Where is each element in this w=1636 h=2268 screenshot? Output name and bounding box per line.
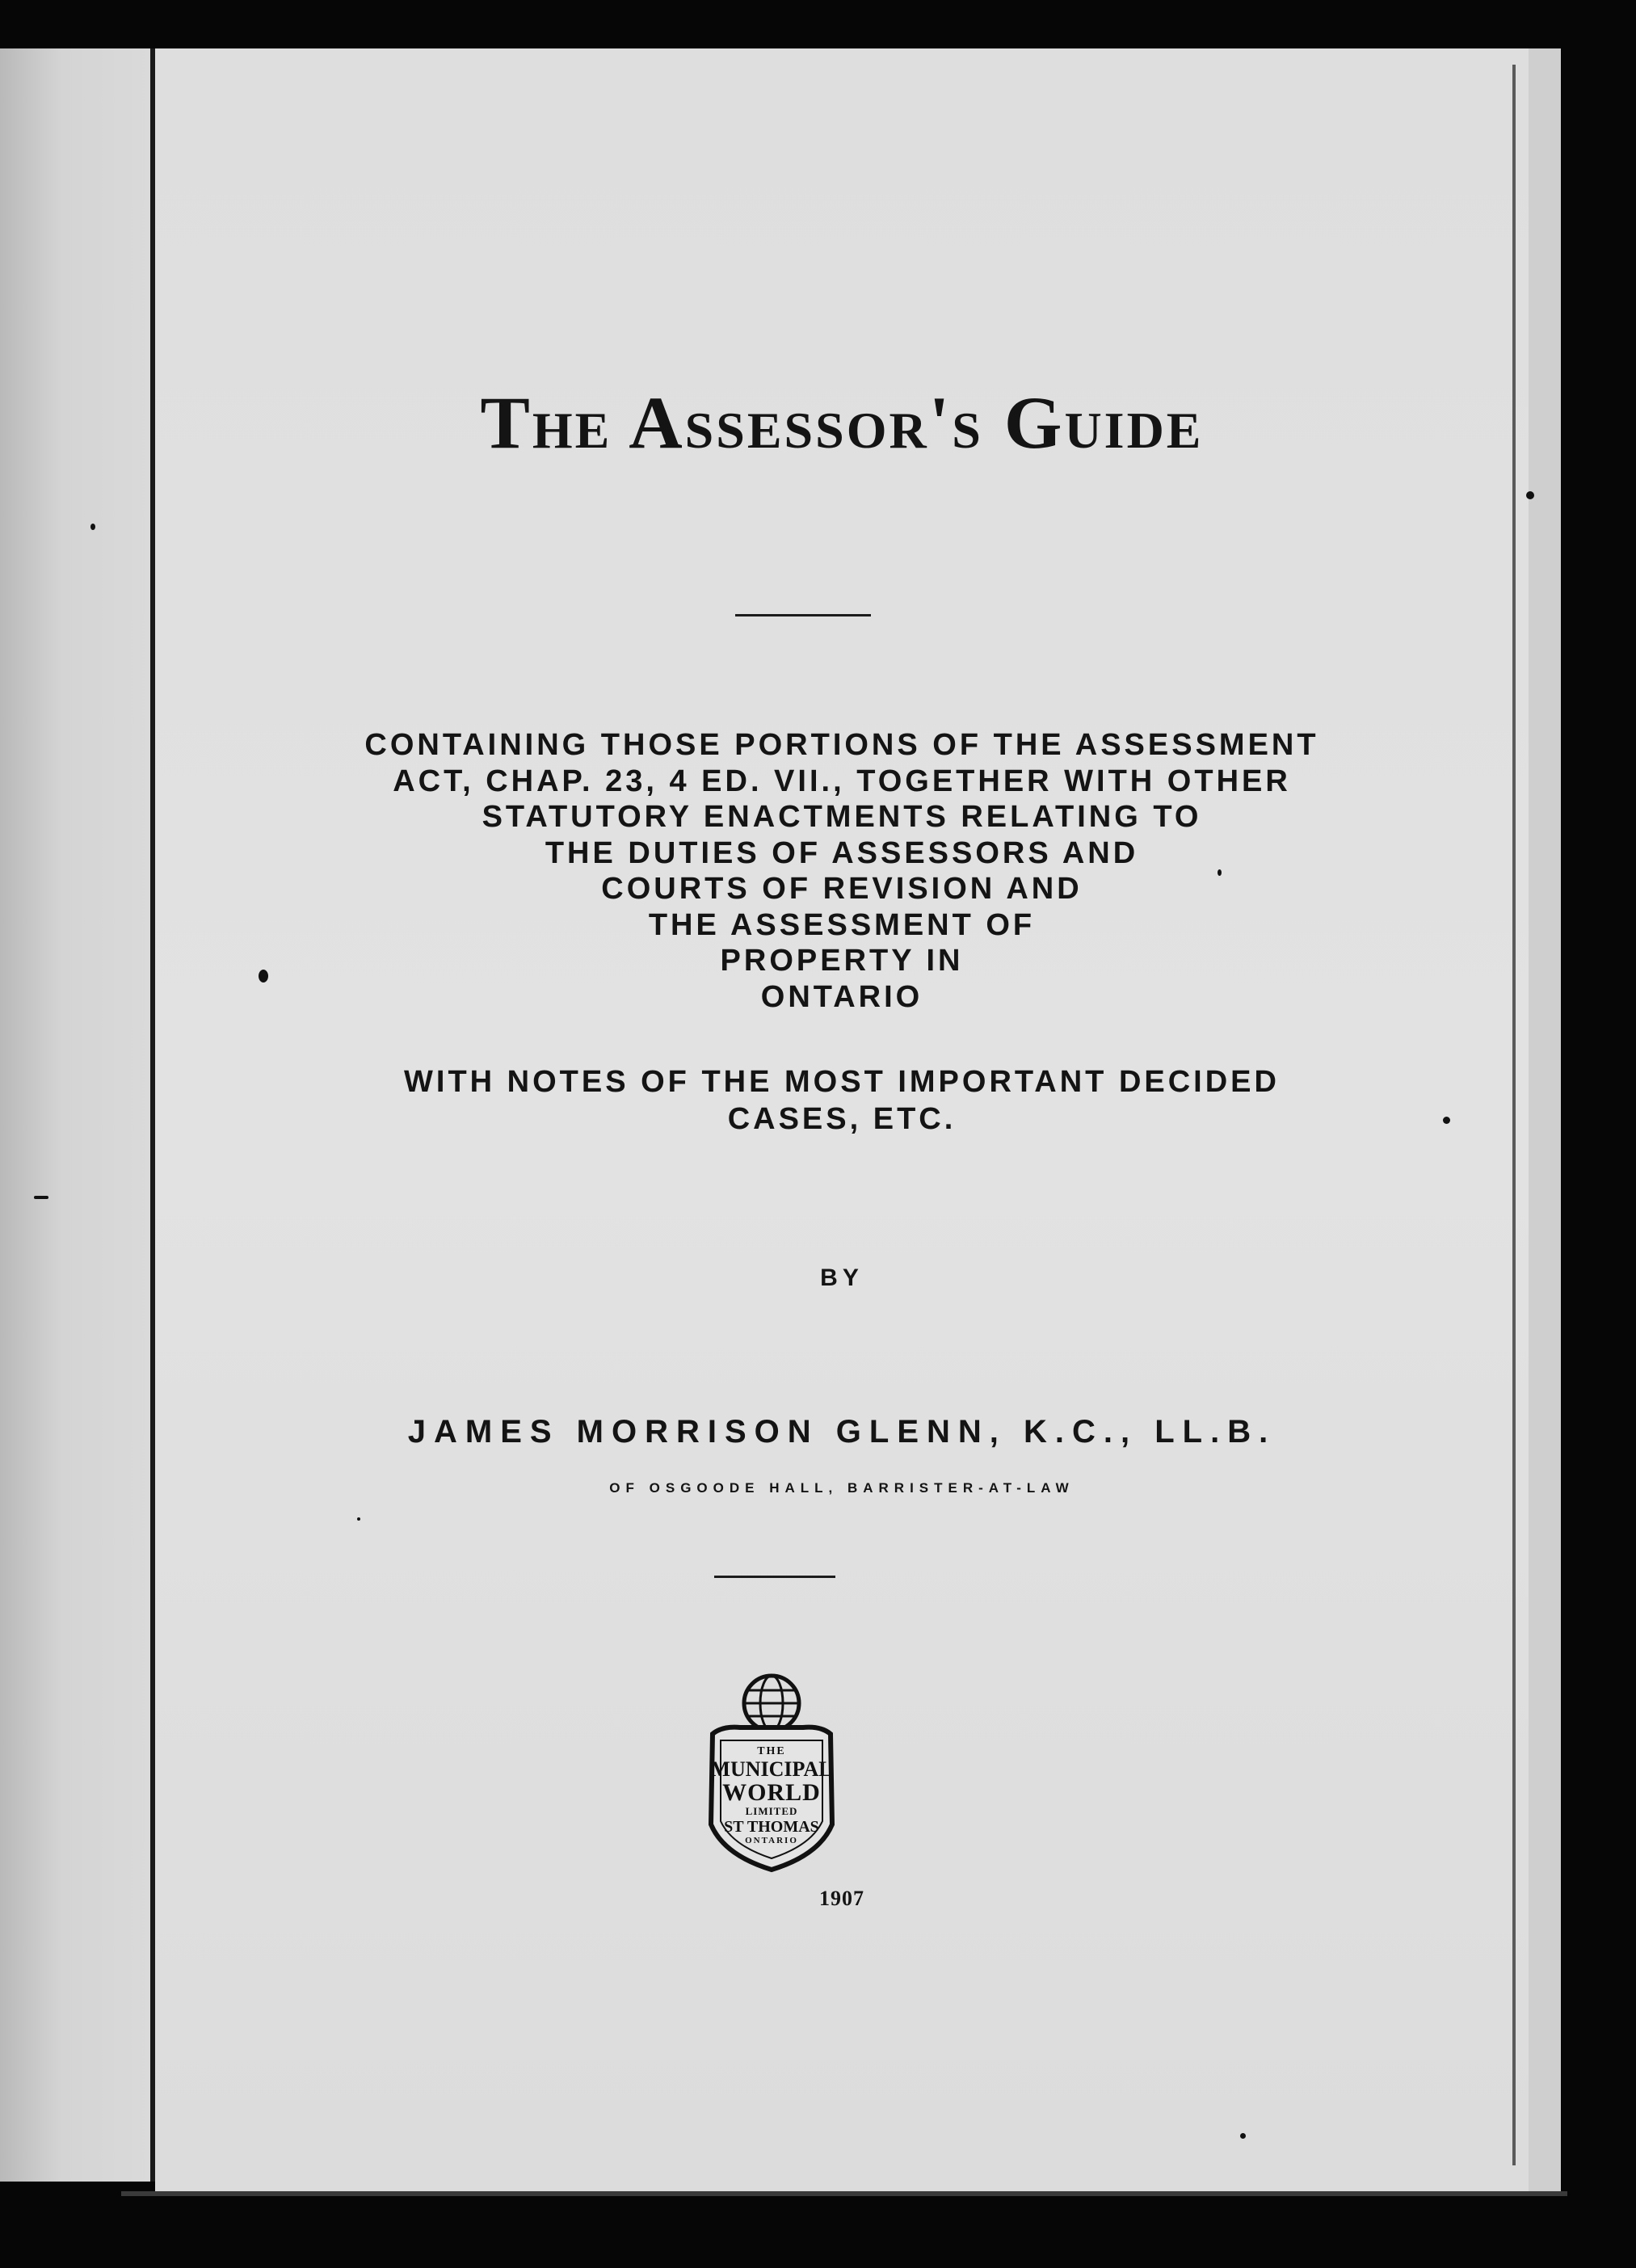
description-line: ACT, CHAP. 23, 4 ED. VII., TOGETHER WITH OTHER	[393, 764, 1291, 798]
logo-line-world: WORLD	[722, 1779, 821, 1806]
description-line: ONTARIO	[760, 979, 923, 1014]
scan-speck	[90, 524, 95, 530]
by-label: BY	[820, 1264, 864, 1291]
scan-speck	[1526, 491, 1534, 499]
description-line: THE ASSESSMENT OF	[648, 907, 1036, 942]
scan-speck	[1240, 2133, 1246, 2139]
logo-line-limited: LIMITED	[745, 1805, 798, 1817]
logo-line-the: THE	[757, 1745, 786, 1757]
description-line: THE DUTIES OF ASSESSORS AND	[545, 835, 1139, 870]
scan-speck	[34, 1196, 48, 1199]
description-line: STATUTORY ENACTMENTS RELATING TO	[482, 800, 1202, 834]
facing-page-strip	[0, 48, 154, 2182]
description-line: COURTS OF REVISION AND	[601, 872, 1083, 906]
description-line: PROPERTY IN	[720, 944, 964, 978]
author-name: JAMES MORRISON GLENN, K.C., LL.B.	[407, 1414, 1276, 1450]
publication-year: 1907	[819, 1887, 864, 1910]
notes-line: CASES, ETC.	[727, 1102, 957, 1136]
description-block	[155, 727, 1529, 1015]
author-divider	[714, 1576, 835, 1578]
notes-line: WITH NOTES OF THE MOST IMPORTANT DECIDED	[404, 1065, 1280, 1099]
description-line: CONTAINING THOSE PORTIONS OF THE ASSESSMENT	[364, 728, 1319, 762]
notes-block	[155, 1063, 1529, 1138]
scan-speck	[357, 1517, 360, 1521]
publisher-logo	[698, 1671, 845, 1873]
logo-line-ontario: ONTARIO	[745, 1836, 798, 1845]
right-page-edge	[1529, 48, 1561, 2191]
logo-line-municipal: MUNICIPAL	[710, 1757, 833, 1781]
title-divider	[735, 614, 871, 616]
book-title: The Assessor's Guide	[480, 381, 1204, 464]
logo-line-st-thomas: ST THOMAS	[724, 1818, 819, 1836]
bottom-page-edge	[121, 2191, 1567, 2196]
author-affiliation: OF OSGOODE HALL, BARRISTER-AT-LAW	[609, 1480, 1075, 1496]
